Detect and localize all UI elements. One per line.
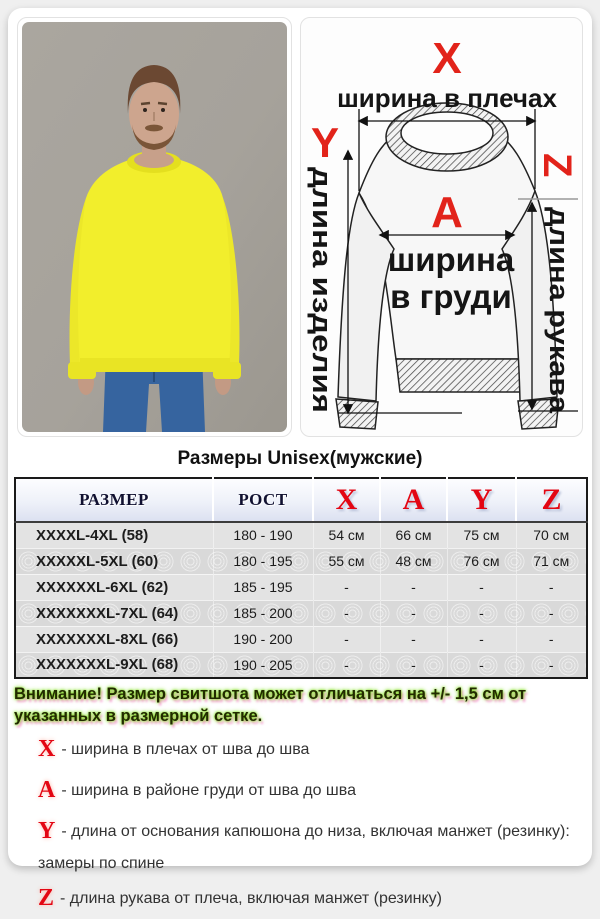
z-cell: - — [516, 626, 587, 652]
legend-item-y — [38, 812, 582, 877]
height-cell: 180 - 190 — [213, 522, 313, 548]
size-cell: XXXXXXXL-9XL (68) — [15, 652, 213, 678]
legend-item-z — [38, 879, 582, 918]
header-height: РОСТ — [213, 478, 313, 522]
x-cell: - — [313, 652, 380, 678]
table-row — [15, 626, 587, 652]
y-label: длина изделия — [307, 167, 337, 369]
table-row — [15, 600, 587, 626]
z-cell: - — [516, 600, 587, 626]
legend-text-a: - ширина в районе груди от шва до шва — [61, 781, 356, 799]
table-row — [15, 574, 587, 600]
header-a: A — [380, 478, 447, 522]
a-cell: 48 см — [380, 548, 447, 574]
size-cell: XXXXXL-5XL (60) — [15, 548, 213, 574]
header-x: X — [313, 478, 380, 522]
legend-letter-x: X — [38, 736, 56, 762]
header-y: Y — [447, 478, 516, 522]
face — [128, 65, 181, 150]
height-cell: 180 - 195 — [213, 548, 313, 574]
a-label-line2: в груди — [390, 278, 512, 315]
y-cell: - — [447, 626, 516, 652]
legend-item-a — [38, 771, 582, 810]
x-letter: X — [432, 34, 462, 83]
legend-text-y: - длина от основания капюшона до низа, включая манжет (резинку): замеры по спине — [38, 822, 570, 872]
y-letter: Y — [310, 119, 340, 166]
height-cell: 190 - 200 — [213, 626, 313, 652]
size-cell: XXXXL-4XL (58) — [15, 522, 213, 548]
z-label: длина рукава — [544, 207, 574, 388]
x-cell: 55 см — [313, 548, 380, 574]
size-table — [14, 477, 588, 679]
a-cell: - — [380, 574, 447, 600]
table-row — [15, 652, 587, 678]
x-cell: 54 см — [313, 522, 380, 548]
y-cell: 76 см — [447, 548, 516, 574]
product-photo[interactable] — [17, 17, 292, 437]
a-cell: - — [380, 626, 447, 652]
legend-letter-a: A — [38, 776, 56, 803]
z-cell: 70 см — [516, 522, 587, 548]
z-cell: 71 см — [516, 548, 587, 574]
model-photo-illustration — [22, 22, 287, 432]
a-cell: - — [380, 652, 447, 678]
x-cell: - — [313, 574, 380, 600]
y-cell: 75 см — [447, 522, 516, 548]
size-table-title: Размеры Unisex(мужские) — [177, 448, 423, 469]
legend-item-x — [38, 730, 582, 769]
size-warning: Внимание! Размер свитшота может отличаться на +/- 1,5 см от указанных в размерной сетке. — [14, 685, 527, 725]
legend-letter-y: Y — [38, 817, 56, 844]
sweatshirt-diagram — [304, 21, 579, 433]
product-size-card — [8, 8, 592, 911]
measurement-diagram — [300, 17, 583, 437]
size-cell: XXXXXXXL-7XL (64) — [15, 600, 213, 626]
a-cell: - — [380, 600, 447, 626]
header-z: Z — [516, 478, 587, 522]
legend-text-x: - ширина в плечах от шва до шва — [61, 741, 310, 758]
table-row — [15, 522, 587, 548]
y-cell: - — [447, 574, 516, 600]
size-cell: XXXXXXL-6XL (62) — [15, 574, 213, 600]
y-cell: - — [447, 600, 516, 626]
size-cell: XXXXXXXL-8XL (66) — [15, 626, 213, 652]
z-cell: - — [516, 574, 587, 600]
x-cell: - — [313, 600, 380, 626]
table-row — [15, 548, 587, 574]
height-cell: 190 - 205 — [213, 652, 313, 678]
height-cell: 185 - 195 — [213, 574, 313, 600]
legend-letter-z: Z — [38, 884, 55, 911]
a-label-line1: ширина — [387, 241, 515, 278]
a-letter: A — [431, 188, 463, 237]
legend-text-z: - длина рукава от плеча, включая манжет (резинку) — [60, 889, 442, 907]
yellow-sweatshirt — [68, 151, 241, 379]
height-cell: 185 - 200 — [213, 600, 313, 626]
z-letter: Z — [535, 153, 579, 178]
y-cell: - — [447, 652, 516, 678]
header-size: РАЗМЕР — [15, 478, 213, 522]
table-header-row — [15, 478, 587, 522]
measurement-legend — [38, 730, 582, 919]
a-cell: 66 см — [380, 522, 447, 548]
z-cell: - — [516, 652, 587, 678]
x-label: ширина в плечах — [337, 83, 557, 113]
x-cell: - — [313, 626, 380, 652]
